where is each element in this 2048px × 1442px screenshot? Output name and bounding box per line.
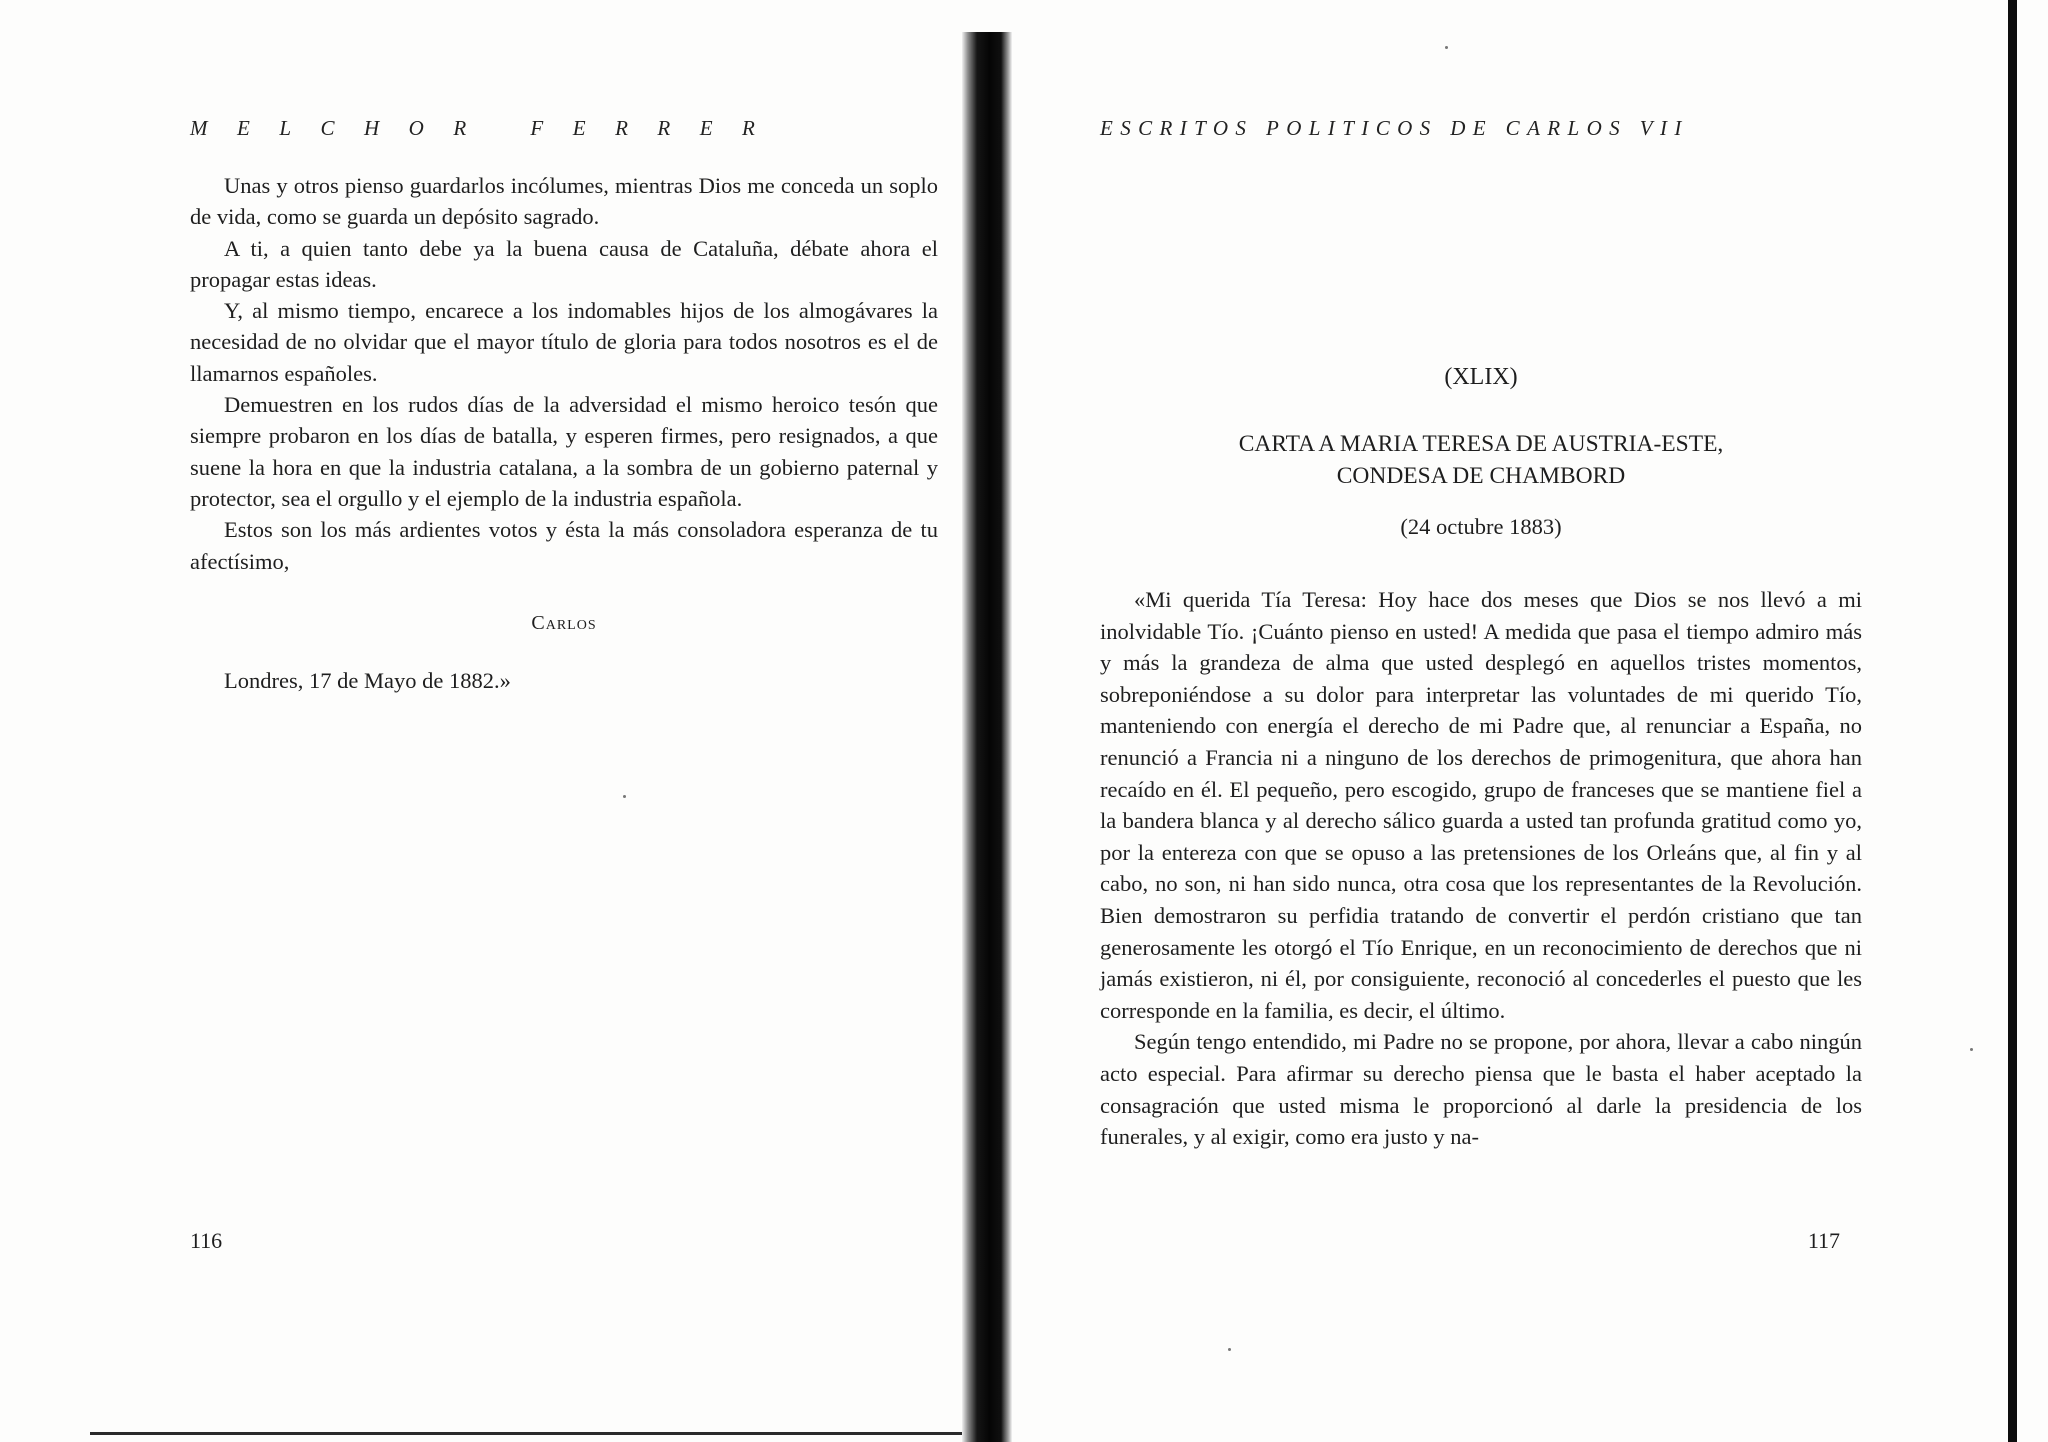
page-number: 117 <box>1807 1228 1840 1253</box>
paragraph: Según tengo entendido, mi Padre no se propone, por ahora, llevar a cabo ningún acto especial. Para afirmar su derecho piensa que le basta el haber aceptado la consagración que usted misma le proporcionó al darle la presidencia de los funerales, y al exigir, como era justo y na- <box>1100 1029 1862 1150</box>
scan-speck <box>1445 46 1448 49</box>
scan-edge-shadow <box>2008 0 2017 1442</box>
body-text <box>190 170 938 577</box>
running-head: MELCHOR FERRER <box>190 116 785 140</box>
paragraph: Estos son los más ardientes votos y ésta la más consoladora esperanza de tu afectísimo, <box>190 517 938 574</box>
book-gutter-shadow <box>962 32 1012 1442</box>
paragraph: Demuestren en los rudos días de la adversidad el mismo heroico tesón que siempre probaron en los días de batalla, y esperen firmes, pero resignados, a que suene la hora en que la industria catalana, a la sombra de un gobierno paternal y protector, sea el orgullo y el ejemplo de la industria española. <box>190 392 938 511</box>
chapter-title-line: CONDESA DE CHAMBORD <box>1336 463 1626 489</box>
chapter-number: (XLIX) <box>1444 364 1518 390</box>
chapter-date: (24 octubre 1883) <box>1400 514 1562 539</box>
paragraph: Y, al mismo tiempo, encarece a los indomables hijos de los almogávares la necesidad de no olvidar que el mayor título de gloria para todos nosotros es el de llamarnos españoles. <box>190 298 938 386</box>
left-page <box>190 0 938 1442</box>
right-page <box>1100 0 1862 1442</box>
signature: Carlos <box>531 612 597 634</box>
chapter-title <box>1100 428 1862 492</box>
scan-speck <box>623 795 626 798</box>
chapter-title-line: CARTA A MARIA TERESA DE AUSTRIA-ESTE, <box>1238 431 1724 457</box>
paragraph: Unas y otros pienso guardarlos incólumes, mientras Dios me conceda un soplo de vida, como se guarda un depósito sagrado. <box>190 173 938 230</box>
page-number: 116 <box>190 1228 223 1253</box>
paragraph: «Mi querida Tía Teresa: Hoy hace dos meses que Dios se nos llevó a mi inolvidable Tío. ¡Cuánto pienso en usted! A medida que pasa el tiempo admiro más y más la grandeza de alma que usted desplegó en aquellos tristes momentos, sobreponiéndose a su dolor para interpretar las voluntades de mi querido Tío, manteniendo con energía el derecho de mi Padre que, al renunciar a España, no renunció a Francia ni a ninguno de los derechos de primogenitura, que ahora han recaído en él. El pequeño, pero escogido, grupo de franceses que se mantiene fiel a la bandera blanca y al derecho sálico guarda a usted tan profunda gratitud como yo, por la entereza con que se opuso a las pretensiones de los Orleáns que, al fin y al cabo, no son, ni han sido nunca, otra cosa que los representantes de la Revolución. Bien demostraron su perfidia tratando de convertir el perdón cristiano que tan generosamente les otorgó el Tío Enrique, en un reconocimiento de derechos que ni jamás existieron, ni él, por consiguiente, reconoció al concederles el puesto que les corresponde en la familia, es decir, el último. <box>1100 587 1862 1023</box>
paragraph: A ti, a quien tanto debe ya la buena causa de Cataluña, débate ahora el propagar estas ideas. <box>190 235 938 292</box>
letter-text <box>1100 584 1862 1153</box>
dateline: Londres, 17 de Mayo de 1882.» <box>224 668 511 693</box>
scan-speck <box>1970 1048 1973 1051</box>
running-head: ESCRITOS POLITICOS DE CARLOS VII <box>1100 116 1689 140</box>
scan-speck <box>1228 1348 1231 1351</box>
